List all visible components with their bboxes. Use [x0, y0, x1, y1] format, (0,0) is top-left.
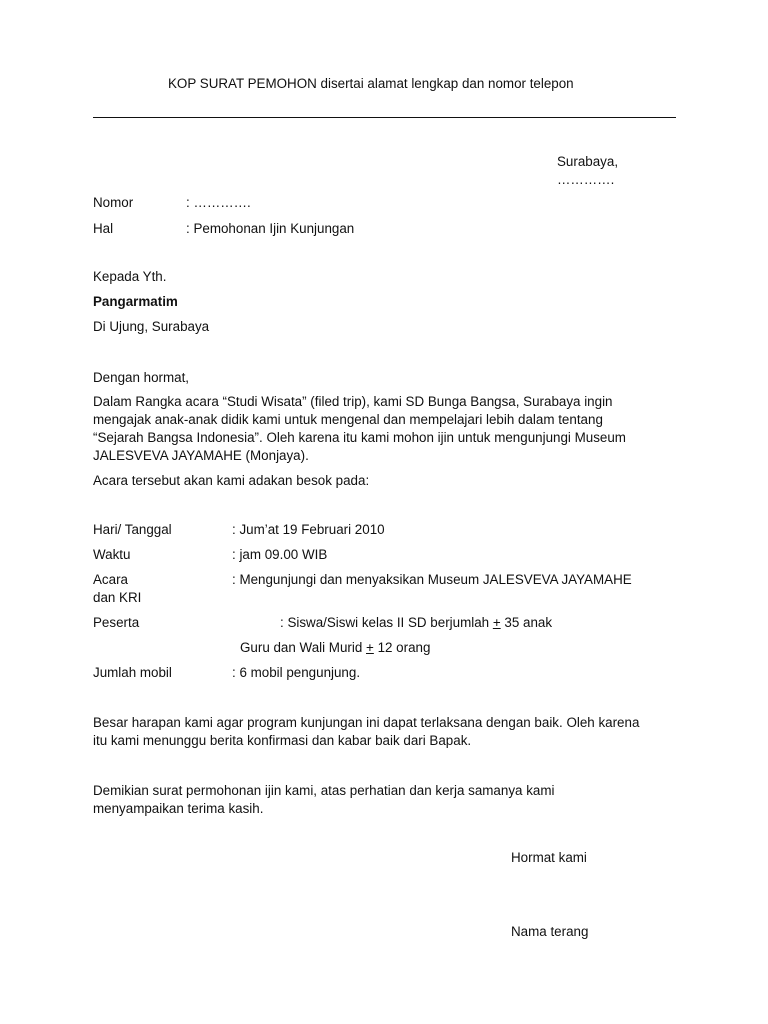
nomor-label: Nomor — [93, 195, 134, 210]
hope-line-1: Besar harapan kami agar program kunjungan ini dapat terlaksana dengan baik. Oleh karena — [93, 715, 640, 730]
guru-line — [240, 639, 430, 657]
guru-pre: Guru dan Wali Murid — [240, 640, 367, 655]
schedule-intro: Acara tersebut akan kami adakan besok pada: — [93, 473, 370, 488]
guru-plus-minus: + — [366, 640, 374, 655]
letterhead-placeholder: KOP SURAT PEMOHON disertai alamat lengkap dan nomor telepon — [168, 76, 574, 91]
mobil-label: Jumlah mobil — [93, 665, 172, 680]
city: Surabaya, — [557, 154, 619, 169]
final-line-2: menyampaikan terima kasih. — [93, 801, 264, 816]
guru-post: 12 orang — [373, 640, 431, 655]
waktu-label: Waktu — [93, 547, 131, 562]
hari-value: : Jum’at 19 Februari 2010 — [232, 522, 385, 537]
signature-name: Nama terang — [511, 924, 589, 939]
acara-label: Acara — [93, 572, 128, 587]
intro-line-3: “Sejarah Bangsa Indonesia”. Oleh karena itu kami mohon ijin untuk mengunjungi Museum — [93, 430, 626, 445]
greeting: Dengan hormat, — [93, 370, 190, 385]
hope-line-2: itu kami menunggu berita konfirmasi dan kabar baik dari Bapak. — [93, 733, 472, 748]
peserta-value — [280, 614, 552, 632]
date-placeholder: …………. — [557, 172, 615, 187]
hari-label: Hari/ Tanggal — [93, 522, 172, 537]
regards: Hormat kami — [511, 850, 587, 865]
acara-continuation: dan KRI — [93, 590, 142, 605]
intro-line-4: JALESVEVA JAYAMAHE (Monjaya). — [93, 448, 309, 463]
nomor-value: : …………. — [186, 195, 251, 210]
recipient-to: Kepada Yth. — [93, 269, 167, 284]
peserta-value-pre: : Siswa/Siswi kelas II SD berjumlah — [280, 615, 493, 630]
header-divider — [93, 117, 676, 118]
waktu-value: : jam 09.00 WIB — [232, 547, 328, 562]
peserta-label: Peserta — [93, 615, 140, 630]
hal-label: Hal — [93, 221, 114, 236]
peserta-value-post: 35 anak — [500, 615, 553, 630]
mobil-value: : 6 mobil pengunjung. — [232, 665, 361, 680]
acara-value: : Mengunjungi dan menyaksikan Museum JALESVEVA JAYAMAHE — [232, 572, 632, 587]
peserta-plus-minus: + — [492, 615, 501, 630]
intro-line-2: mengajak anak-anak didik kami untuk mengenal dan mempelajari lebih dalam tentang — [93, 412, 603, 427]
recipient-address: Di Ujung, Surabaya — [93, 319, 210, 334]
recipient-name: Pangarmatim — [93, 294, 178, 309]
final-line-1: Demikian surat permohonan ijin kami, atas perhatian dan kerja samanya kami — [93, 783, 555, 798]
hal-value: : Pemohonan Ijin Kunjungan — [186, 221, 355, 236]
intro-line-1: Dalam Rangka acara “Studi Wisata” (filed trip), kami SD Bunga Bangsa, Surabaya ingin — [93, 394, 613, 409]
